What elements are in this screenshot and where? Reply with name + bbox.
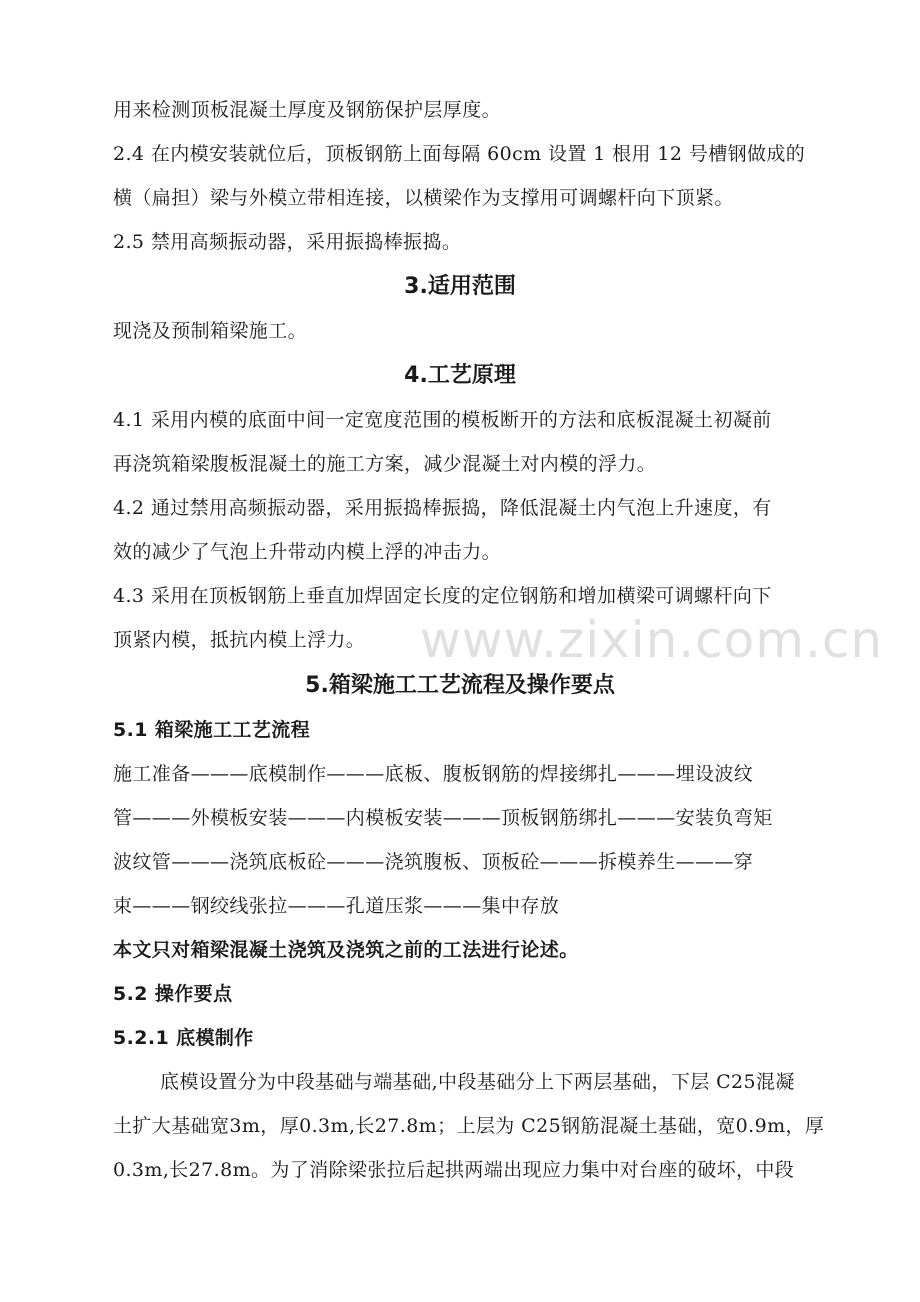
paragraph-line: 再浇筑箱梁腹板混凝土的施工方案，减少混凝土对内模的浮力。	[113, 453, 657, 475]
paragraph-line: 施工准备———底模制作———底板、腹板钢筋的焊接绑扎———埋设波纹	[113, 763, 754, 785]
paragraph-line: 现浇及预制箱梁施工。	[113, 320, 308, 342]
paragraph-line: 2.5 禁用高频振动器，采用振捣棒振捣。	[113, 231, 462, 253]
paragraph-line: 底模设置分为中段基础与端基础,中段基础分上下两层基础，下层 C25混凝	[160, 1071, 795, 1093]
paragraph-line: 4.1 采用内模的底面中间一定宽度范围的模板断开的方法和底板混凝土初凝前	[113, 409, 772, 431]
paragraph-line: 波纹管———浇筑底板砼———浇筑腹板、顶板砼———拆模养生———穿	[113, 851, 754, 873]
watermark: www.zixin.com.cn	[420, 611, 884, 669]
subsection-heading-5-1: 5.1 箱梁施工工艺流程	[113, 719, 311, 741]
paragraph-line: 土扩大基础宽3m，厚0.3m,长27.8m；上层为 C25钢筋混凝土基础，宽0.9m，厚	[113, 1115, 825, 1137]
paragraph-line: 效的减少了气泡上升带动内模上浮的冲击力。	[113, 541, 502, 563]
paragraph-line: 4.2 通过禁用高频振动器，采用振捣棒振捣，降低混凝土内气泡上升速度，有	[113, 497, 772, 519]
paragraph-line: 顶紧内模，抵抗内模上浮力。	[113, 629, 366, 651]
paragraph-line: 2.4 在内模安装就位后，顶板钢筋上面每隔 60cm 设置 1 根用 12 号槽钢做成的	[113, 143, 806, 165]
section-heading-3: 3.适用范围	[404, 274, 516, 299]
section-heading-4: 4.工艺原理	[404, 363, 516, 388]
subsection-heading-5-2: 5.2 操作要点	[113, 983, 233, 1005]
paragraph-line: 管———外模板安装———内模板安装———顶板钢筋绑扎———安装负弯矩	[113, 807, 773, 829]
paragraph-line: 束———钢绞线张拉———孔道压浆———集中存放	[113, 895, 560, 917]
paragraph-line: 4.3 采用在顶板钢筋上垂直加焊固定长度的定位钢筋和增加横梁可调螺杆向下	[113, 585, 772, 607]
bold-note: 本文只对箱梁混凝土浇筑及浇筑之前的工法进行论述。	[113, 939, 579, 961]
subsection-heading-5-2-1: 5.2.1 底模制作	[113, 1027, 254, 1049]
paragraph-line: 横（扁担）梁与外模立带相连接，以横梁作为支撑用可调螺杆向下顶紧。	[113, 187, 734, 209]
paragraph-line: 用来检测顶板混凝土厚度及钢筋保护层厚度。	[113, 99, 502, 121]
section-heading-5: 5.箱梁施工工艺流程及操作要点	[305, 673, 615, 698]
paragraph-line: 0.3m,长27.8m。为了消除梁张拉后起拱两端出现应力集中对台座的破坏，中段	[113, 1159, 795, 1181]
